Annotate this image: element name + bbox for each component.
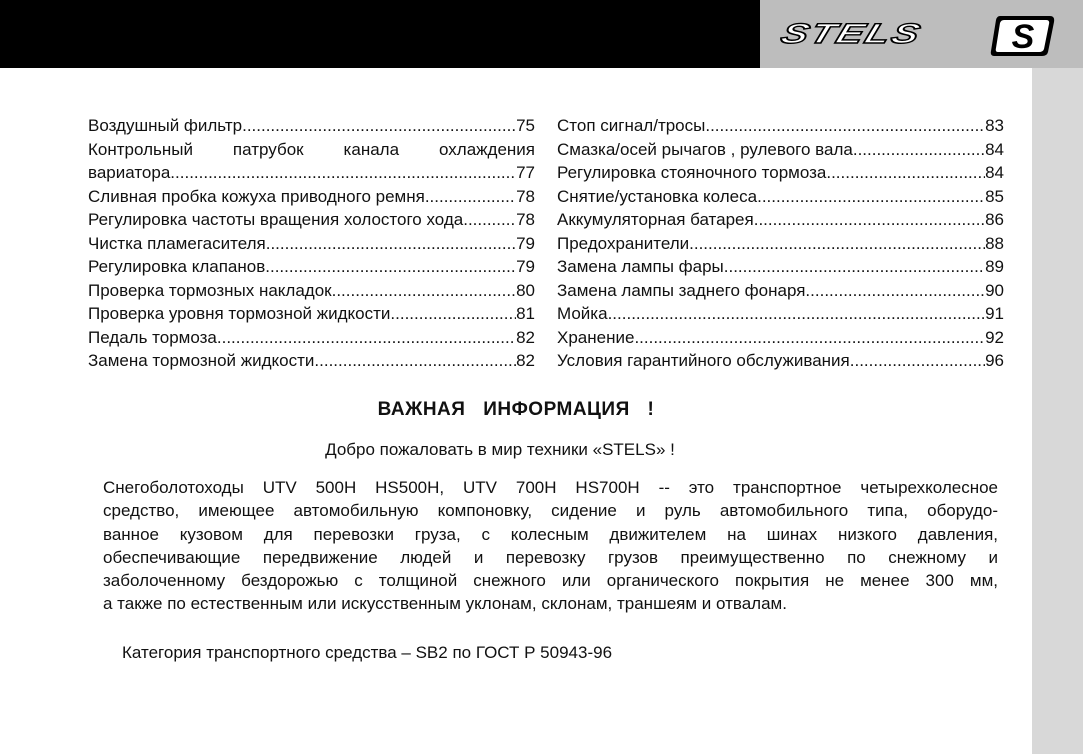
stels-s-logo-icon bbox=[990, 14, 1056, 58]
toc-entry: Хранение ..... 92 bbox=[557, 326, 1004, 350]
toc-entry: Снятие/установка колеса ..... 85 bbox=[557, 185, 1004, 209]
toc-entry: Аккумуляторная батарея ..... 86 bbox=[557, 208, 1004, 232]
toc-entry: Чистка пламегасителя ..... 79 bbox=[88, 232, 535, 256]
paragraph-line: а также по естественным или искусственным уклонам, склонам, траншеям и отвалам. bbox=[103, 594, 787, 614]
toc-entry: Регулировка клапанов ..... 79 bbox=[88, 255, 535, 279]
toc-entry: Сливная пробка кожуха приводного ремня ..... 78 bbox=[88, 185, 535, 209]
toc-entry: вариатора ..... 77 bbox=[88, 161, 535, 185]
toc-entry: Стоп сигнал/тросы ..... 83 bbox=[557, 114, 1004, 138]
toc-entry: Контрольный патрубок канала охлаждения bbox=[88, 139, 535, 159]
welcome-line: Добро пожаловать в мир техники «STELS» ! bbox=[325, 440, 675, 459]
toc-entry: Регулировка стояночного тормоза ..... 84 bbox=[557, 161, 1004, 185]
stels-wordmark: STELS bbox=[776, 18, 926, 50]
paragraph-line: заболоченному бездорожью с толщиной снежного или органического покрытия не менее 300 мм, bbox=[103, 571, 998, 591]
toc-entry: Проверка тормозных накладок ..... 80 bbox=[88, 279, 535, 303]
toc-entry: Замена лампы заднего фонаря ..... 90 bbox=[557, 279, 1004, 303]
toc-left-column bbox=[88, 114, 535, 373]
side-strip bbox=[1032, 68, 1083, 754]
toc-entry: Педаль тормоза ..... 82 bbox=[88, 326, 535, 350]
toc-entry: Замена тормозной жидкости ..... 82 bbox=[88, 349, 535, 373]
toc-entry: Мойка ..... 91 bbox=[557, 302, 1004, 326]
paragraph-line: Снегоболотоходы UTV 500H HS500H, UTV 700H HS700H -- это транспортное четырехколесное bbox=[103, 478, 998, 497]
toc-entry: Предохранители ..... 88 bbox=[557, 232, 1004, 256]
toc-entry: Воздушный фильтр ..... 75 bbox=[88, 114, 535, 138]
important-heading: ВАЖНАЯ ИНФОРМАЦИЯ ! bbox=[377, 399, 655, 420]
toc-right-column bbox=[557, 114, 1004, 373]
toc-entry: Условия гарантийного обслуживания ..... 96 bbox=[557, 349, 1004, 373]
paragraph-line: обеспечивающие передвижение людей и перевозку грузов преимущественно по снежному и bbox=[103, 547, 998, 567]
description-paragraph bbox=[103, 476, 998, 616]
paragraph-line: ванное кузовом для перевозки груза, с колесным движителем на шинах низкого давления, bbox=[103, 524, 998, 544]
svg-text:S: S bbox=[1011, 18, 1035, 56]
vehicle-category: Категория транспортного средства – SB2 по ГОСТ Р 50943-96 bbox=[122, 643, 613, 662]
toc-entry: Замена лампы фары ..... 89 bbox=[557, 255, 1004, 279]
toc-entry: Регулировка частоты вращения холостого хода ..... 78 bbox=[88, 208, 535, 232]
toc-entry: Проверка уровня тормозной жидкости ..... 81 bbox=[88, 302, 535, 326]
toc-entry: Смазка/осей рычагов , рулевого вала ..... 84 bbox=[557, 138, 1004, 162]
paragraph-line: средство, имеющее автомобильную компоновку, сидение и руль автомобильного типа, оборудо- bbox=[103, 501, 998, 521]
